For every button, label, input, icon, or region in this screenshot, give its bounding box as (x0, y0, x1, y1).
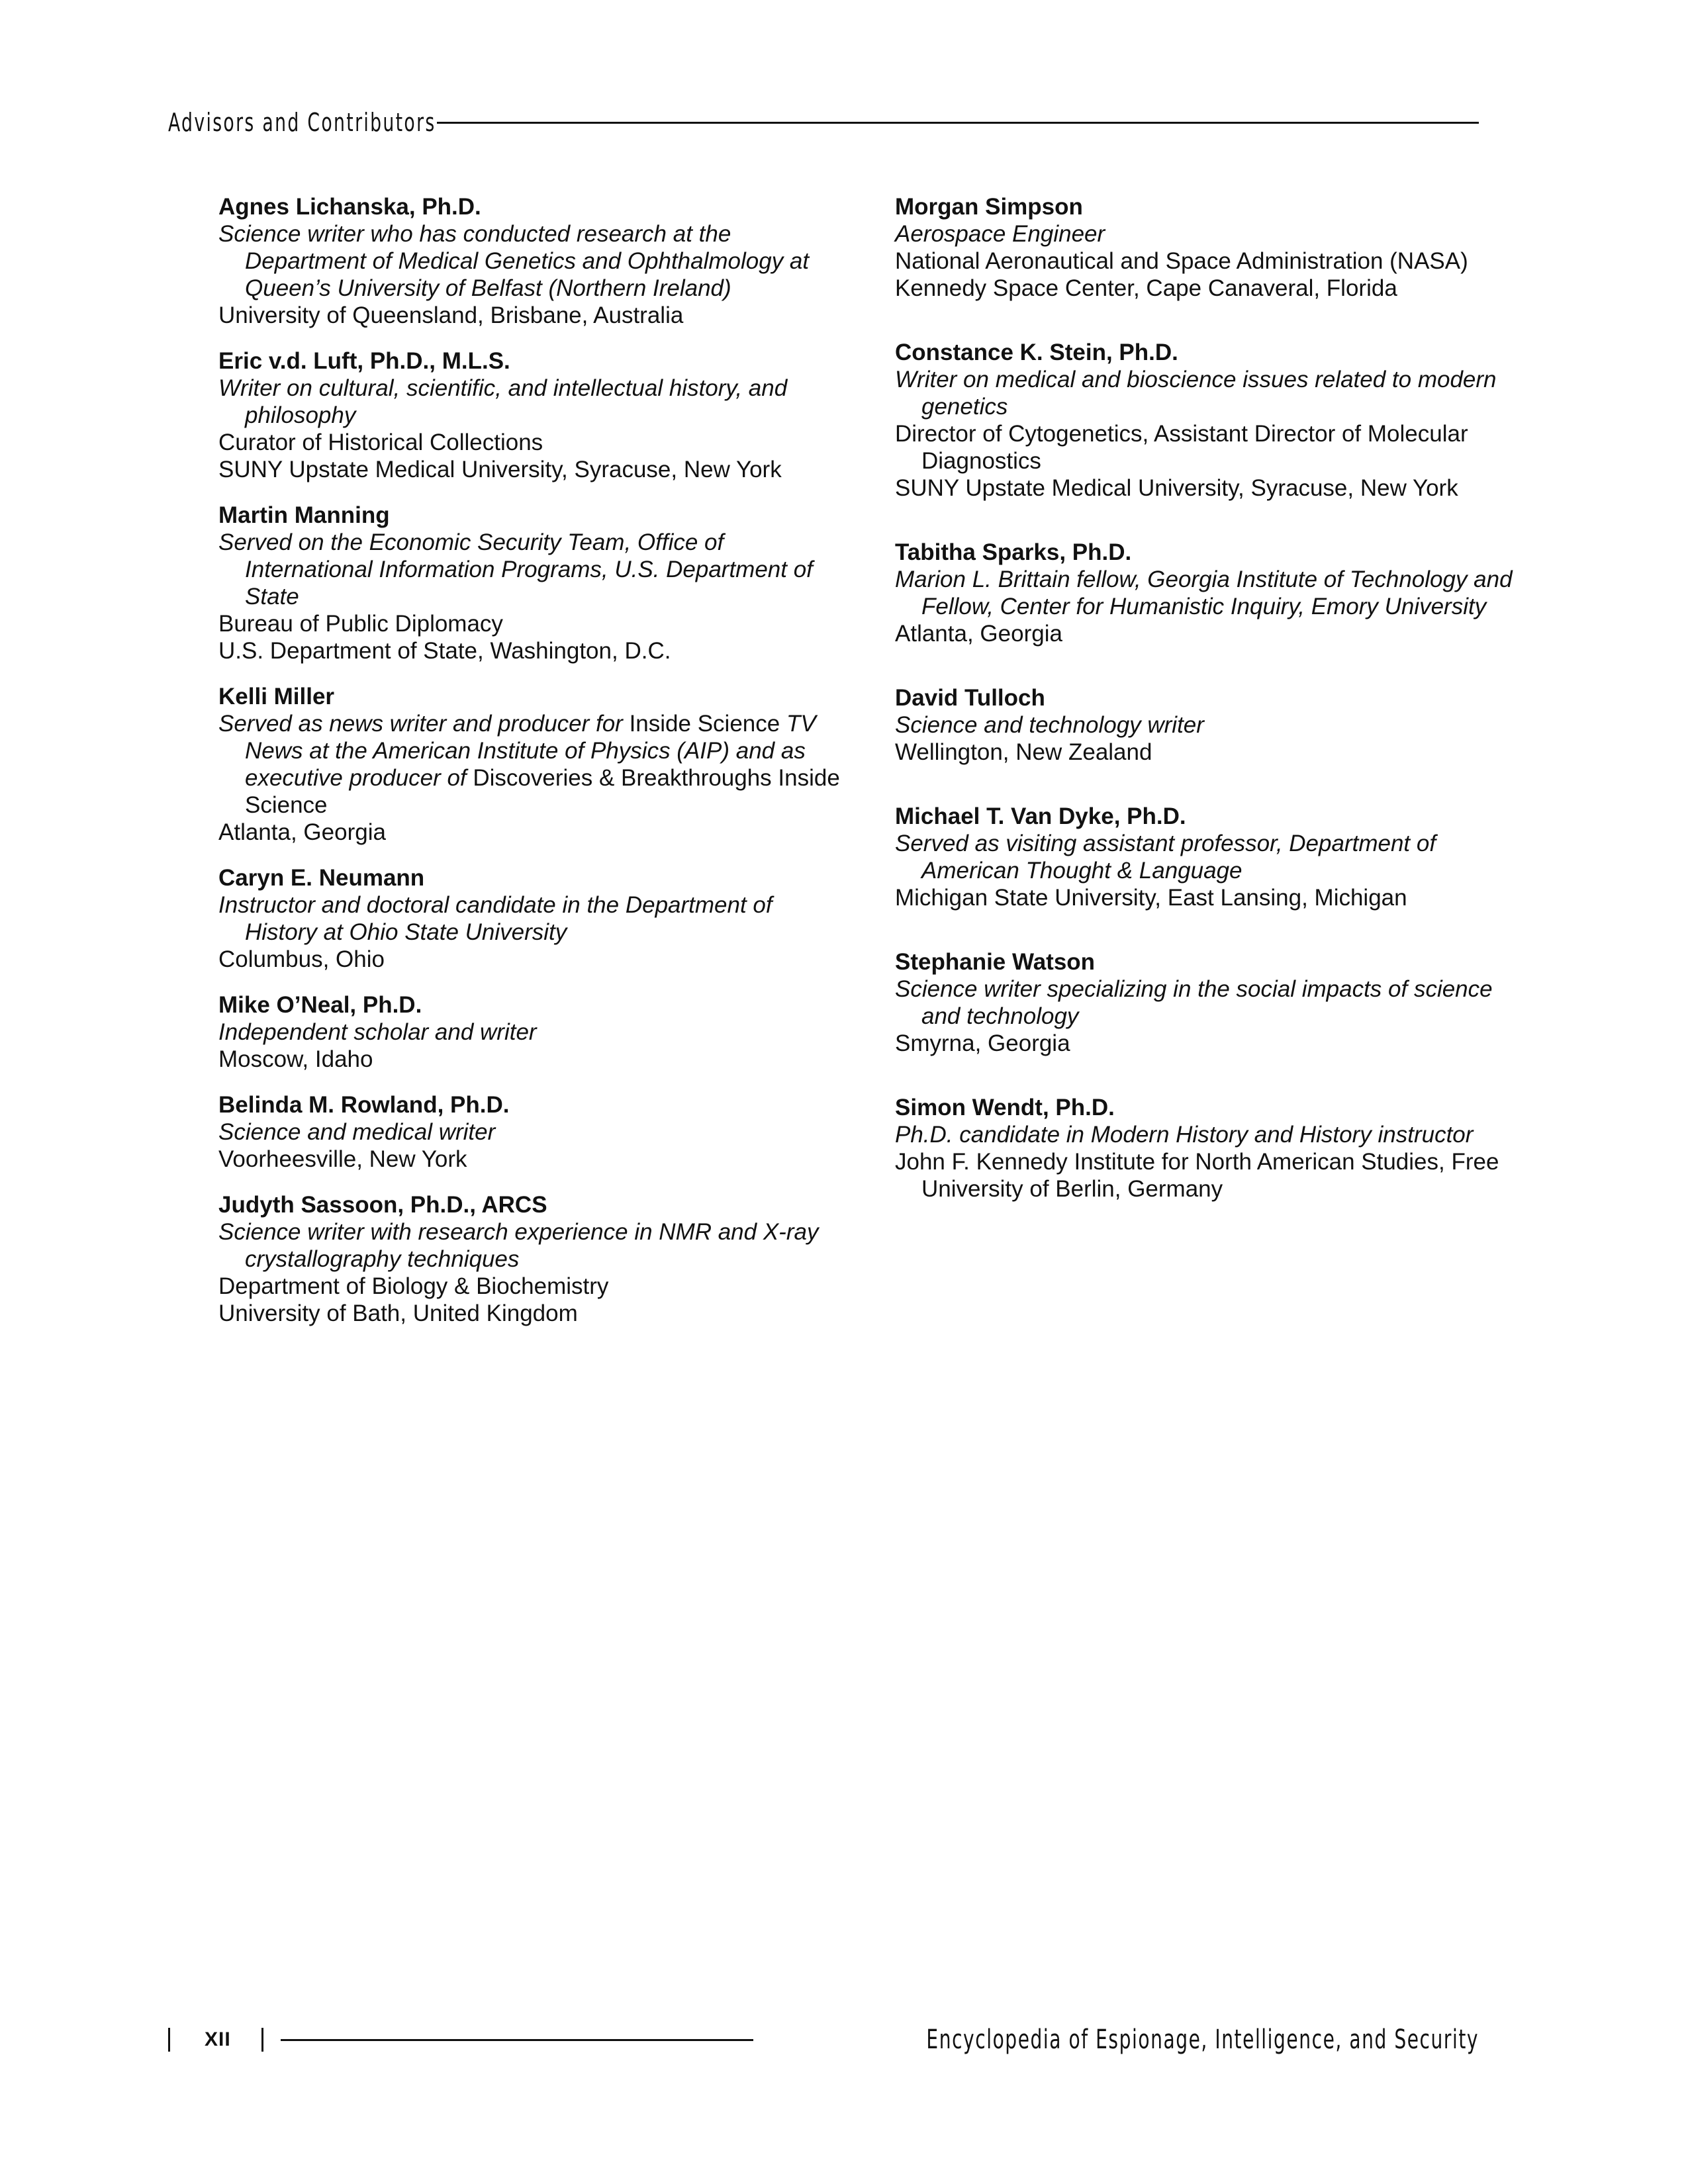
contributor-name: Stephanie Watson (895, 949, 1096, 975)
contributor-description: Writer on medical and bioscience issues related to modern genetics (895, 367, 1497, 420)
contributor-affiliation: John F. Kennedy Institute for North American Studies, Free University of Berlin, Germany (895, 1149, 1499, 1202)
contributor-affiliation: University of Bath, United Kingdom (218, 1300, 578, 1326)
contributor-name: Judyth Sassoon, Ph.D., ARCS (218, 1192, 547, 1218)
contributor-entry (895, 539, 1517, 647)
program-title: Inside Science (629, 711, 780, 737)
description-text: TV News at the American Institute of Physics (AIP) and as executive producer of (245, 711, 816, 791)
contributor-name: Eric v.d. Luft, Ph.D., M.L.S. (218, 348, 510, 374)
contributor-affiliation: Bureau of Public Diplomacy (218, 611, 503, 637)
contributor-entry (895, 684, 1517, 766)
contributor-affiliation: Atlanta, Georgia (895, 621, 1062, 647)
contributor-name: Agnes Lichanska, Ph.D. (218, 194, 481, 220)
contributor-description: Served on the Economic Security Team, Office of International Information Programs, U.S. Department of State (218, 529, 813, 610)
contributor-entry (895, 193, 1517, 302)
left-column (218, 193, 841, 1345)
contributor-name: Kelli Miller (218, 684, 335, 709)
contributor-entry (218, 347, 841, 483)
contributor-entry (218, 1091, 841, 1173)
contributor-description: Science and technology writer (895, 712, 1204, 738)
contributor-affiliation: Voorheesville, New York (218, 1146, 467, 1172)
contributor-affiliation: Columbus, Ohio (218, 946, 385, 972)
contributor-name: Caryn E. Neumann (218, 865, 425, 891)
contributor-entry (218, 1191, 841, 1327)
contributor-name: Belinda M. Rowland, Ph.D. (218, 1092, 510, 1118)
contributor-name: Michael T. Van Dyke, Ph.D. (895, 803, 1186, 829)
contributor-description: Instructor and doctoral candidate in the Department of History at Ohio State University (218, 892, 773, 945)
contributor-affiliation: SUNY Upstate Medical University, Syracuse, New York (218, 457, 782, 482)
footer-divider (168, 2028, 170, 2052)
contributor-entry (218, 864, 841, 973)
contributor-description: Independent scholar and writer (218, 1019, 537, 1045)
contributor-name: Tabitha Sparks, Ph.D. (895, 539, 1132, 565)
contributor-entry (895, 339, 1517, 502)
program-title: Discoveries & Breakthroughs Inside Science (245, 765, 840, 818)
book-title: Encyclopedia of Espionage, Intelligence, and Security (926, 2025, 1479, 2055)
contributor-affiliation: Kennedy Space Center, Cape Canaveral, Florida (895, 275, 1397, 301)
contributor-affiliation: Director of Cytogenetics, Assistant Director of Molecular Diagnostics (895, 421, 1468, 474)
description-text: Served as news writer and producer for (218, 711, 630, 737)
contributor-affiliation: U.S. Department of State, Washington, D.C. (218, 638, 671, 664)
contributor-name: Simon Wendt, Ph.D. (895, 1095, 1115, 1120)
footer-rule (281, 2039, 753, 2041)
contributor-description: Aerospace Engineer (895, 221, 1105, 247)
header-rule (437, 122, 1479, 124)
contributor-description: Science and medical writer (218, 1119, 496, 1145)
contributor-affiliation: Atlanta, Georgia (218, 819, 386, 845)
page-footer (168, 2020, 1479, 2060)
contributor-description: Marion L. Brittain fellow, Georgia Institute of Technology and Fellow, Center for Humanistic Inquiry, Emory University (895, 567, 1513, 619)
contributor-description: Served as visiting assistant professor, Department of American Thought & Language (895, 831, 1436, 884)
contributor-entry (895, 948, 1517, 1057)
contributor-entry (218, 991, 841, 1073)
contributor-affiliation: Smyrna, Georgia (895, 1030, 1070, 1056)
contributor-name: Morgan Simpson (895, 194, 1083, 220)
contributor-description (218, 710, 841, 819)
contributor-description: Science writer specializing in the social impacts of science and technology (895, 976, 1493, 1029)
right-column (895, 193, 1517, 1240)
contributor-description: Writer on cultural, scientific, and intellectual history, and philosophy (218, 375, 788, 428)
contributor-name: David Tulloch (895, 685, 1045, 711)
section-title: Advisors and Contributors (168, 108, 436, 137)
contributor-description: Science writer who has conducted research at the Department of Medical Genetics and Ophthalmology at Queen’s University of Belfast (Northern Ireland) (218, 221, 810, 301)
contributor-affiliation: Wellington, New Zealand (895, 739, 1152, 765)
contributor-affiliation: Curator of Historical Collections (218, 430, 543, 455)
contributor-entry (218, 193, 841, 329)
contributor-name: Martin Manning (218, 502, 390, 528)
contributor-entry (895, 803, 1517, 911)
contributor-entry (895, 1094, 1517, 1203)
contributor-affiliation: University of Queensland, Brisbane, Australia (218, 302, 684, 328)
contributor-name: Constance K. Stein, Ph.D. (895, 340, 1178, 365)
contributor-entry (218, 502, 841, 664)
contributor-affiliation: National Aeronautical and Space Administration (NASA) (895, 248, 1468, 274)
contributor-description: Science writer with research experience in NMR and X-ray crystallography techniques (218, 1219, 819, 1272)
contributor-affiliation: Moscow, Idaho (218, 1046, 373, 1072)
page-number: XII (205, 2028, 231, 2050)
contributor-description: Ph.D. candidate in Modern History and History instructor (895, 1122, 1474, 1148)
footer-divider (261, 2028, 263, 2052)
running-head (168, 106, 1479, 139)
contributor-entry (218, 683, 841, 846)
contributor-name: Mike O’Neal, Ph.D. (218, 992, 422, 1018)
contributor-affiliation: Michigan State University, East Lansing, Michigan (895, 885, 1407, 911)
contributor-affiliation: SUNY Upstate Medical University, Syracuse, New York (895, 475, 1458, 501)
contributor-affiliation: Department of Biology & Biochemistry (218, 1273, 609, 1299)
